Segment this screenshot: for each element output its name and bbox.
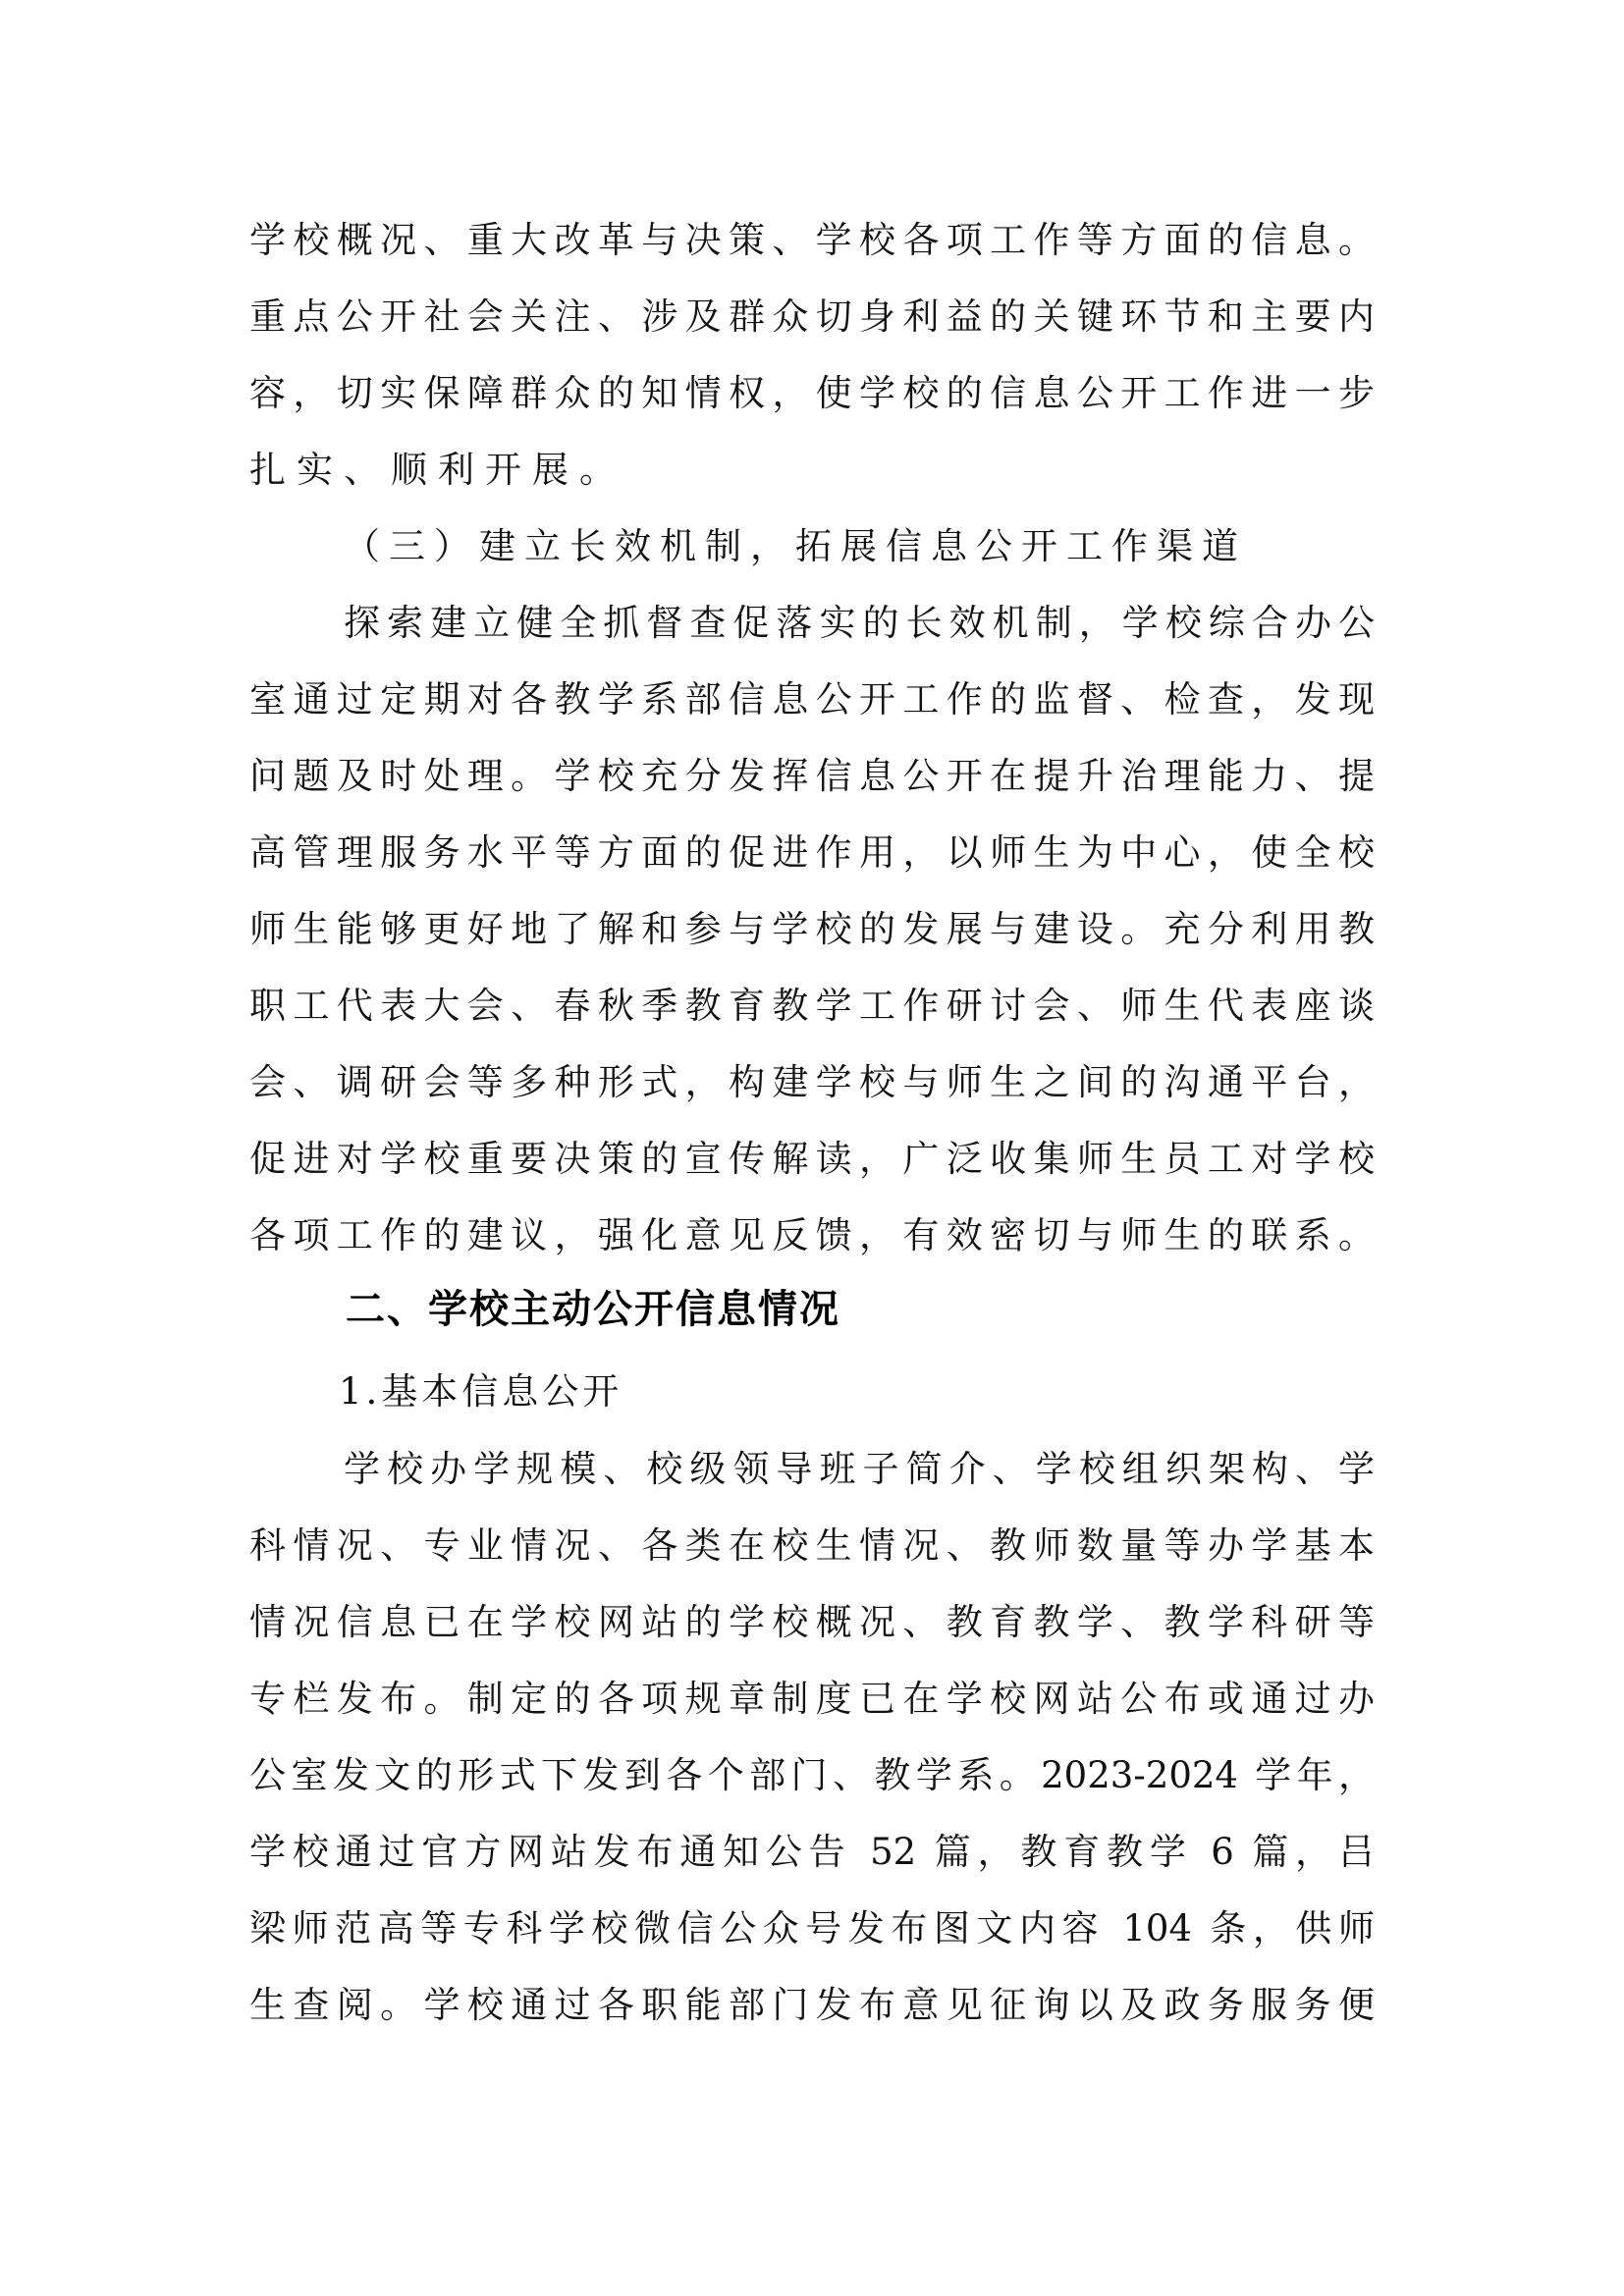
- body-text-line: 探索建立健全抓督查促落实的长效机制，学校综合办公: [344, 602, 1375, 644]
- body-text-line: 重点公开社会关注、涉及群众切身利益的关键环节和主要内: [249, 295, 1375, 338]
- body-text-line: 高管理服务水平等方面的促进作用，以师生为中心，使全校: [249, 831, 1375, 874]
- body-text-line: 学校办学规模、校级领导班子简介、学校组织架构、学: [344, 1448, 1375, 1490]
- body-text-line: 梁师范高等专科学校微信公众号发布图文内容 104 条，供师: [249, 1907, 1375, 1949]
- numbered-subheading: 1.基本信息公开: [339, 1370, 623, 1413]
- body-text-line: 扎实、顺利开展。: [249, 449, 626, 491]
- section-subheading: （三）建立长效机制，拓展信息公开工作渠道: [344, 525, 1247, 567]
- section-heading: 二、学校主动公开信息情况: [346, 1287, 840, 1332]
- body-text-line: 生查阅。学校通过各职能部门发布意见征询以及政务服务便: [249, 1984, 1375, 2026]
- body-text-line: 室通过定期对各教学系部信息公开工作的监督、检查，发现: [249, 678, 1375, 721]
- body-text-line: 各项工作的建议，强化意见反馈，有效密切与师生的联系。: [249, 1214, 1375, 1256]
- body-text-line: 学校概况、重大改革与决策、学校各项工作等方面的信息。: [249, 219, 1375, 261]
- body-text-line: 会、调研会等多种形式，构建学校与师生之间的沟通平台，: [249, 1061, 1375, 1103]
- body-text-line: 情况信息已在学校网站的学校概况、教育教学、教学科研等: [249, 1601, 1375, 1643]
- body-text-line: 问题及时处理。学校充分发挥信息公开在提升治理能力、提: [249, 755, 1375, 797]
- body-text-line: 公室发文的形式下发到各个部门、教学系。2023-2024 学年，: [249, 1754, 1375, 1796]
- body-text-line: 容，切实保障群众的知情权，使学校的信息公开工作进一步: [249, 372, 1375, 414]
- body-text-line: 职工代表大会、春秋季教育教学工作研讨会、师生代表座谈: [249, 985, 1375, 1027]
- body-text-line: 促进对学校重要决策的宣传解读，广泛收集师生员工对学校: [249, 1138, 1375, 1180]
- body-text-line: 师生能够更好地了解和参与学校的发展与建设。充分利用教: [249, 908, 1375, 950]
- body-text-line: 学校通过官方网站发布通知公告 52 篇，教育教学 6 篇，吕: [249, 1831, 1375, 1873]
- body-text-line: 专栏发布。制定的各项规章制度已在学校网站公布或通过办: [249, 1678, 1375, 1720]
- body-text-line: 科情况、专业情况、各类在校生情况、教师数量等办学基本: [249, 1524, 1375, 1567]
